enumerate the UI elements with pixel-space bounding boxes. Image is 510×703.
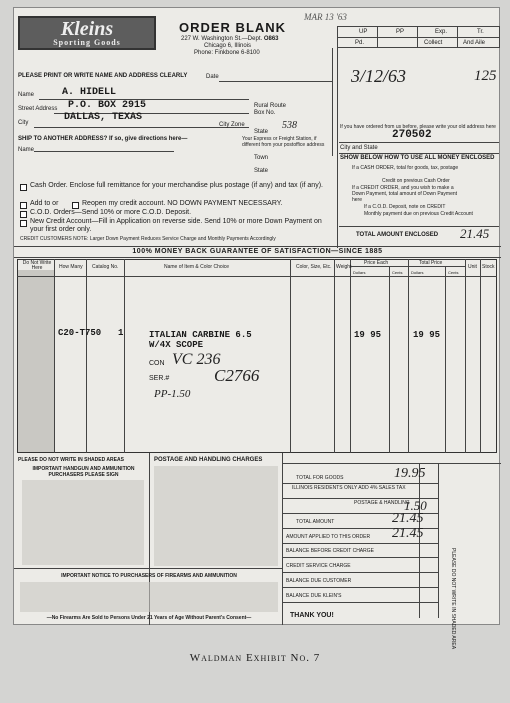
city-zone-label: City Zone [219,122,245,128]
balance-due-customer-label: BALANCE DUE CUSTOMER [286,578,352,584]
previous-credit-line: Credit on previous Cash Order [382,178,450,184]
customer-city: DALLAS, TEXAS [64,112,143,123]
shaded-column [18,270,54,452]
col-total-price: Total Price [419,260,443,266]
express-station-label: Your Express or Freight Station, if different from your postoffice address [242,136,325,148]
order-blank-form [13,7,500,650]
total-enclosed-label: TOTAL AMOUNT ENCLOSED [356,232,439,238]
cod-option: C.O.D. Orders—Send 10% or more C.O.D. Deposit. [30,209,192,216]
postage-handling-label: POSTAGE & HANDLING [354,500,410,506]
price-cents: Cents [392,270,403,275]
balance-before-label: BALANCE BEFORE CREDIT CHARGE [286,548,374,554]
total-enclosed-value: 21.45 [460,226,490,241]
exhibit-caption: Waldman Exhibit No. 7 [189,652,321,664]
monthly-payment-line: Monthly payment due on previous Credit Account [364,211,473,217]
status-up: UP [359,29,368,35]
item-quantity: 1 [118,328,124,338]
applied-value: 21.45 [392,526,424,541]
status-and-aile: And Aile [463,40,486,46]
rural-route-label: Rural Route [254,103,287,109]
old-address-label: If you have ordered from us before, please write your old address here [340,124,496,130]
total-goods-label: TOTAL FOR GOODS [296,475,344,481]
phone-number: Phone: Finkbone 6-8100 [194,50,260,56]
col-how-many: How Many [59,264,83,270]
state-label: State [254,129,269,135]
parcel-post-note: PP-1.50 [154,388,191,400]
handwritten-order-number: 125 [474,68,497,84]
total-amount-value: 21.45 [392,511,424,526]
status-pd: Pd. [355,40,365,46]
sales-tax-label: ILLINOIS RESIDENTS ONLY ADD 4% SALES TAX [292,485,406,491]
down-payment-line: If a CREDIT ORDER, and you wish to make a Down Payment, total amount of Down Payment here [352,185,458,203]
age-notice: —No Firearms Are Sold to Persons Under 21 Years of Age Without Parent's Consent— [46,615,252,621]
new-credit-checkbox[interactable] [20,220,27,227]
logo-text: Kleins [60,18,114,40]
firearms-notice-header: IMPORTANT NOTICE TO PURCHASERS OF FIREARMS AND AMMUNITION [61,573,237,579]
cod-checkbox[interactable] [20,211,27,218]
status-tr: Tr. [477,29,484,35]
col-unit: Unit [468,264,477,270]
control-label: CON [149,360,165,367]
cash-order-option: Cash Order. Enclose full remittance for your merchandise plus postage (if any) and tax (if any). [30,182,323,189]
thank-you: THANK YOU! [290,612,334,619]
ship-to-label: SHIP TO ANOTHER ADDRESS? If so, give directions here— [18,136,188,142]
add-to-option: Add to or [30,200,59,207]
street-label: Street Address [18,106,58,112]
kleins-logo [18,16,156,50]
logo-subtext: Sporting Goods [53,38,121,47]
shaded-areas-note: PLEASE DO NOT WRITE IN SHADED AREAS [18,457,124,463]
city-state-label: City and State [340,145,378,151]
firearms-fine-print [20,582,278,612]
form-title: ORDER BLANK [179,20,287,35]
total-amount-label: TOTAL AMOUNT [296,519,335,525]
city-label: City [18,120,29,126]
credit-service-label: CREDIT SERVICE CHARGE [286,563,351,569]
item-total-price: 19 95 [413,330,441,340]
cash-order-checkbox[interactable] [20,184,27,191]
item-price-each: 19 95 [354,330,382,340]
handgun-header: IMPORTANT HANDGUN AND AMMUNITION PURCHASERS PLEASE SIGN [32,466,135,478]
handwritten-code: 538 [282,120,297,131]
serial-number: C2766 [214,366,260,385]
total-dollars: Dollars [411,270,424,275]
ship-name-label: Name [18,147,35,153]
previous-order-number: 270502 [392,129,432,141]
add-to-checkbox[interactable] [20,202,27,209]
status-collect: Collect [424,40,443,46]
item-scope: W/4X SCOPE [149,340,204,350]
postage-header: POSTAGE AND HANDLING CHARGES [154,457,263,463]
status-exp: Exp. [435,29,448,35]
price-dollars: Dollars [353,270,366,275]
reopen-checkbox[interactable] [72,202,79,209]
date-label: Date [206,74,219,80]
col-do-not-write: Do Not Write Here [22,260,52,271]
money-enclosed-header: SHOW BELOW HOW TO USE ALL MONEY ENCLOSED [340,155,495,161]
address-line-1: 227 W. Washington St.—Dept. O863 [181,36,279,42]
box-no-label: Box No. [254,110,276,116]
total-goods-value: 19.95 [394,466,426,481]
customer-name: A. HIDELL [62,87,117,98]
cash-order-line: If a CASH ORDER, total for goods, tax, postage [352,165,459,171]
status-pp: PP [396,29,405,35]
reopen-option: Reopen my credit account. NO DOWN PAYMENT NECESSARY. [82,200,283,207]
col-stock: Stock [482,264,495,270]
received-stamp: MAR 13 '63 [304,12,347,22]
cod-deposit-line: If a C.O.D. Deposit, note on CREDIT [364,204,446,210]
item-name: ITALIAN CARBINE 6.5 [149,330,252,340]
postage-fine-print [154,466,278,566]
state2-label: State [254,168,269,174]
guarantee-banner: 100% MONEY BACK GUARANTEE OF SATISFACTION—SINCE 1885 [132,248,383,255]
balance-due-kleins-label: BALANCE DUE KLEIN'S [286,593,342,599]
col-weight: Weight [336,264,352,270]
print-instructions: PLEASE PRINT OR WRITE NAME AND ADDRESS CLEARLY [18,73,188,79]
customer-street: P.O. BOX 2915 [68,100,147,111]
col-item-name: Name of Item & Color Choice [164,264,230,270]
item-catalog-number: C20-T750 [58,328,102,338]
address-line-2: Chicago 6, Illinois [204,43,252,49]
total-cents: Cents [448,270,459,275]
col-color-size: Color, Size, Etc. [296,264,332,270]
order-table [17,259,497,453]
handgun-fine-print [22,480,144,565]
credit-customers-note: CREDIT CUSTOMERS NOTE: Larger Down Payment Reduces Service Charge and Monthly Payments Accordingly [20,236,276,242]
postage-value: 1.50 [404,498,427,513]
serial-label: SER.# [149,375,170,382]
col-price-each: Price Each [364,260,389,266]
town-label: Town [254,155,269,161]
col-catalog-no: Catalog No. [92,264,119,270]
side-shaded-note: PLEASE DO NOT WRITE IN SHADED AREA [450,548,456,650]
applied-label: AMOUNT APPLIED TO THIS ORDER [286,534,371,540]
new-credit-option: New Credit Account—Fill in Application on reverse side. Send 10% or more Down Payment on your first order only. [30,218,322,233]
name-label: Name [18,92,35,98]
handwritten-date: 3/12/63 [351,66,407,86]
control-number: VC 236 [172,351,221,368]
